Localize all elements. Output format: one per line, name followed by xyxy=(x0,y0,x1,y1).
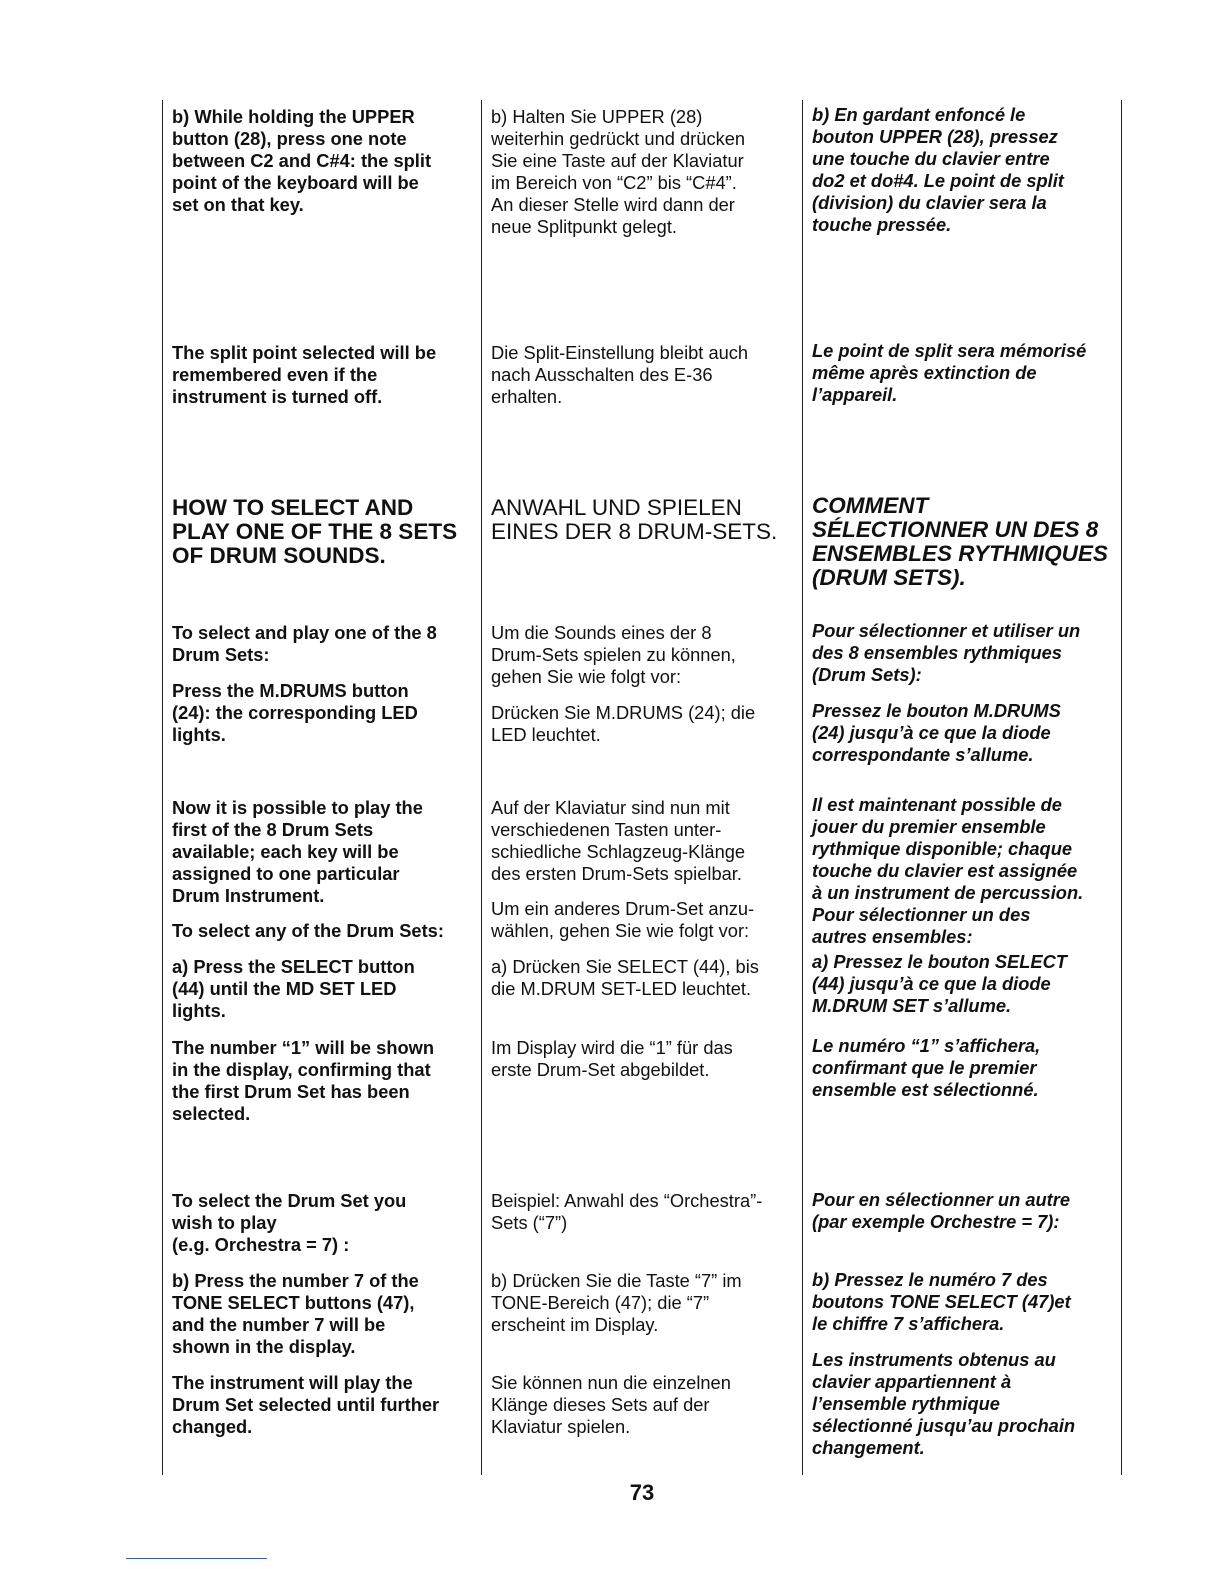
de-step-a: a) Drücken Sie SELECT (44), bis die M.DRUM SET-LED leuchtet. xyxy=(491,956,759,999)
en-split-step-b: b) While holding the UPPER button (28), press one note between C2 and C#4: the split point of the keyboard will be set on that key. xyxy=(172,106,432,215)
de-select-any: Um ein anderes Drum-Set anzu- wählen, gehen Sie wie folgt vor: xyxy=(491,898,755,941)
en-instrument-play: The instrument will play the Drum Set selected until further changed. xyxy=(172,1372,440,1437)
de-intro: Um die Sounds eines der 8 Drum-Sets spielen zu können, gehen Sie wie folgt vor: xyxy=(491,622,736,687)
de-now-possible: Auf der Klaviatur sind nun mit verschiedenen Tasten unter- schiedliche Schlagzeug-Klänge des ersten Drum-Sets spielbar. xyxy=(491,797,746,884)
en-number-shown: The number “1” will be shown in the display, confirming that the first Drum Set has been selected. xyxy=(172,1037,435,1124)
fr-instrument-play: Les instruments obtenus au clavier appartiennent à l’ensemble rythmique sélectionné jusqu’au prochain changement. xyxy=(812,1349,1076,1458)
fr-select-wish: Pour en sélectionner un autre (par exemple Orchestre = 7): xyxy=(812,1189,1071,1232)
column-divider xyxy=(481,100,482,1475)
en-section-heading: HOW TO SELECT AND PLAY ONE OF THE 8 SETS OF DRUM SOUNDS. xyxy=(172,495,458,568)
fr-section-heading: COMMENT SÉLECTIONNER UN DES 8 ENSEMBLES RYTHMIQUES (DRUM SETS). xyxy=(812,493,1108,590)
column-divider xyxy=(802,100,803,1475)
en-intro: To select and play one of the 8 Drum Sets: xyxy=(172,622,437,665)
bottom-rule xyxy=(126,1558,267,1559)
de-split-step-b: b) Halten Sie UPPER (28) weiterhin gedrückt und drücken Sie eine Taste auf der Klaviatur im Bereich von “C2” bis “C#4”. An dieser Stelle wird dann der neue Splitpunkt gelegt. xyxy=(491,106,746,237)
fr-step-a: a) Pressez le bouton SELECT (44) jusqu’à ce que la diode M.DRUM SET s’allume. xyxy=(812,951,1067,1016)
fr-now-possible: Il est maintenant possible de jouer du premier ensemble rythmique disponible; chaque touche du clavier est assignée à un instrument de percussion. Pour sélectionner un des autres ensembles: xyxy=(812,794,1084,947)
de-instrument-play: Sie können nun die einzelnen Klänge dieses Sets auf der Klaviatur spielen. xyxy=(491,1372,731,1437)
de-step-b: b) Drücken Sie die Taste “7” im TONE-Bereich (47); die “7” erscheint im Display. xyxy=(491,1270,742,1335)
fr-press-mdrums: Pressez le bouton M.DRUMS (24) jusqu’à ce que la diode correspondante s’allume. xyxy=(812,700,1061,765)
fr-intro: Pour sélectionner et utiliser un des 8 ensembles rythmiques (Drum Sets): xyxy=(812,620,1081,685)
de-press-mdrums: Drücken Sie M.DRUMS (24); die LED leuchtet. xyxy=(491,702,756,745)
en-select-wish: To select the Drum Set you wish to play (e.g. Orchestra = 7) : xyxy=(172,1190,407,1255)
en-step-b: b) Press the number 7 of the TONE SELECT buttons (47), and the number 7 will be shown in the display. xyxy=(172,1270,419,1357)
page-number: 73 xyxy=(629,1480,655,1505)
de-split-remember: Die Split-Einstellung bleibt auch nach Ausschalten des E-36 erhalten. xyxy=(491,342,749,407)
fr-number-shown: Le numéro “1” s’affichera, confirmant que le premier ensemble est sélectionné. xyxy=(812,1035,1041,1100)
de-number-shown: Im Display wird die “1” für das erste Drum-Set abgebildet. xyxy=(491,1037,733,1080)
en-press-mdrums: Press the M.DRUMS button (24): the corresponding LED lights. xyxy=(172,680,418,745)
fr-split-step-b: b) En gardant enfoncé le bouton UPPER (28), pressez une touche du clavier entre do2 et do#4. Le point de split (division) du clavier sera la touche pressée. xyxy=(812,104,1064,235)
en-now-possible: Now it is possible to play the first of the 8 Drum Sets available; each key will be assigned to one particular Drum Instrument. xyxy=(172,797,423,906)
de-select-wish: Beispiel: Anwahl des “Orchestra”- Sets (“7”) xyxy=(491,1190,763,1233)
en-select-any: To select any of the Drum Sets: xyxy=(172,920,444,941)
column-divider xyxy=(162,100,163,1475)
fr-step-b: b) Pressez le numéro 7 des boutons TONE SELECT (47)et le chiffre 7 s’affichera. xyxy=(812,1269,1071,1334)
en-step-a: a) Press the SELECT button (44) until the MD SET LED lights. xyxy=(172,956,415,1021)
fr-split-remember: Le point de split sera mémorisé même après extinction de l’appareil. xyxy=(812,340,1087,405)
en-split-remember: The split point selected will be remembered even if the instrument is turned off. xyxy=(172,342,437,407)
de-section-heading: ANWAHL UND SPIELEN EINES DER 8 DRUM-SETS. xyxy=(491,495,778,544)
